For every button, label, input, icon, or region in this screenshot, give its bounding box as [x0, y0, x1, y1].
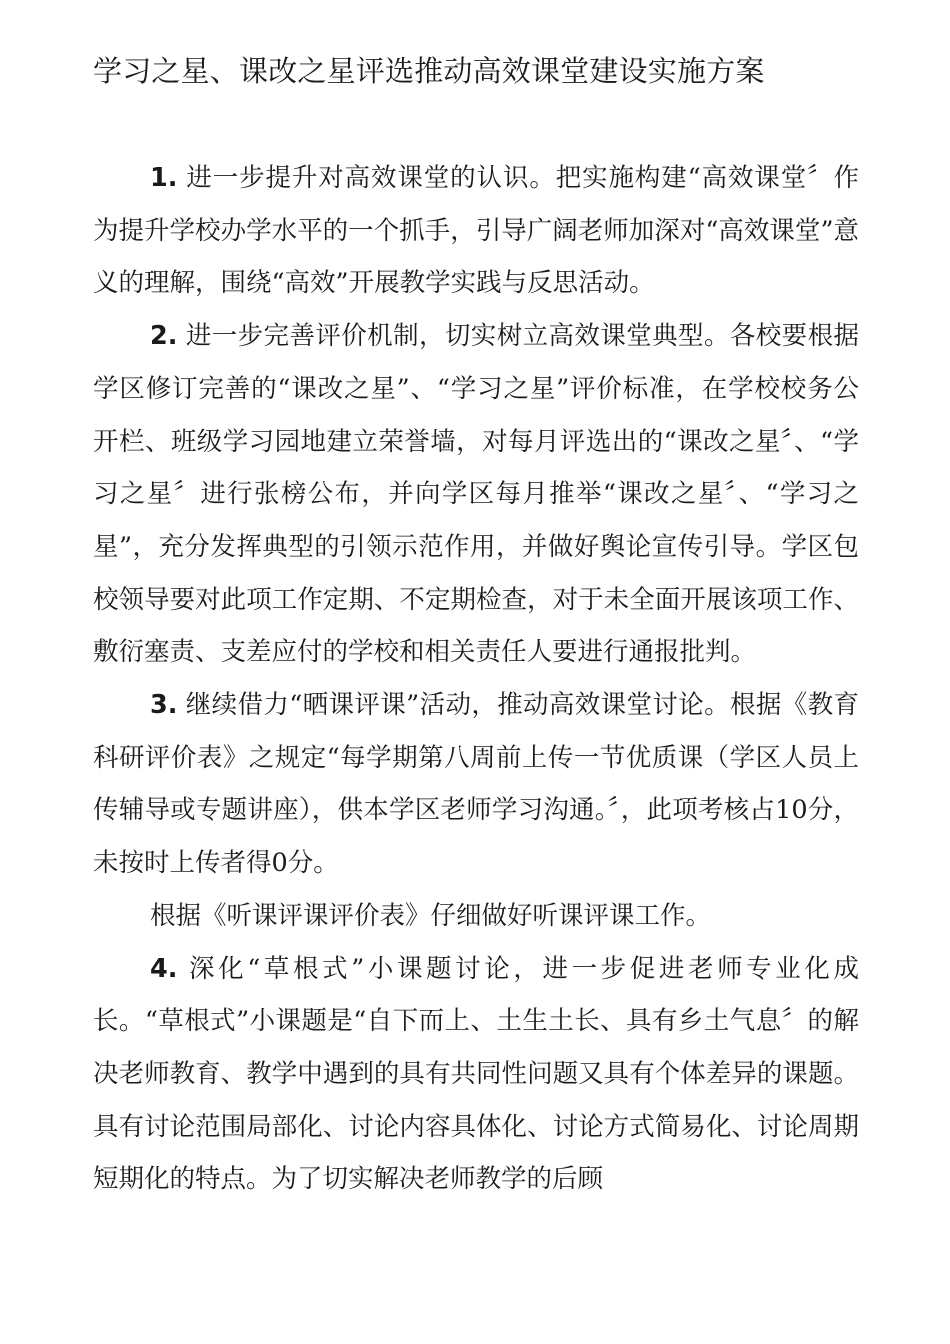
paragraph-1	[93, 152, 859, 310]
paragraph-text: 进一步提升对高效课堂的认识。把实施构建“高效课堂〞作为提升学校办学水平的一个抓手，引导广阔老师加深对“高效课堂”意义的理解，围绕“高效”开展教学实践与反思活动。	[93, 163, 859, 299]
paragraph-3	[93, 679, 859, 890]
paragraph-text: 根据《听课评课评价表》仔细做好听课评课工作。	[150, 900, 712, 931]
paragraph-2	[93, 310, 859, 679]
paragraph-4	[93, 943, 859, 1207]
paragraph-number: 2.	[150, 321, 178, 352]
paragraph-note	[93, 890, 859, 943]
document-title: 学习之星、课改之星评选推动高效课堂建设实施方案	[93, 54, 765, 88]
paragraph-number: 3.	[150, 690, 178, 721]
paragraph-number: 1.	[150, 163, 178, 193]
paragraph-text: 继续借力“晒课评课”活动，推动高效课堂讨论。根据《教育科研评价表》之规定“每学期第八周前上传一节优质课（学区人员上传辅导或专题讲座），供本学区老师学习沟通。〞，此项考核占10分，未按时上传者得0分。	[93, 690, 859, 879]
paragraph-text: 深化“草根式”小课题讨论，进一步促进老师专业化成长。“草根式”小课题是“自下而上、土生土长、具有乡土气息〞的解决老师教育、教学中遇到的具有共同性问题又具有个体差异的课题。具有讨论范围局部化、讨论内容具体化、讨论方式简易化、讨论周期短期化的特点。为了切实解决老师教学的后顾	[93, 953, 859, 1195]
paragraph-number: 4.	[150, 953, 178, 984]
document-body	[93, 152, 859, 1206]
paragraph-text: 进一步完善评价机制，切实树立高效课堂典型。各校要根据学区修订完善的“课改之星”、“学习之星”评价标准，在学校校务公开栏、班级学习园地建立荣誉墙，对每月评选出的“课改之星〞、“学习之星〞进行张榜公布，并向学区每月推举“课改之星〞、“学习之星”，充分发挥典型的引领示范作用，并做好舆论宣传引导。学区包校领导要对此项工作定期、不定期检查，对于未全面开展该项工作、敷衍塞责、支差应付的学校和相关责任人要进行通报批判。	[93, 321, 859, 668]
